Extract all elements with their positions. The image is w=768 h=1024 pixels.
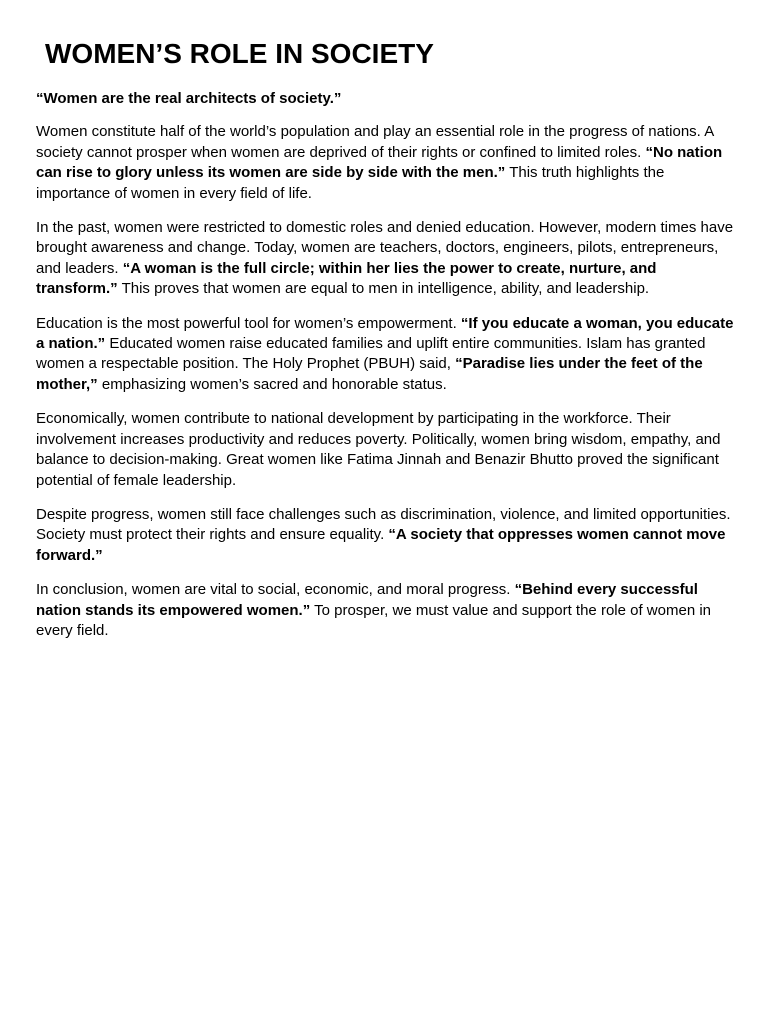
- paragraph-text: This truth highlights the importance of women in every field of life.: [36, 164, 665, 202]
- paragraph-text: In the past, women were restricted to domestic roles and denied education. However, modern times have brought awareness and change. Today, women are teachers, doctors, engineers, pilots, entrepreneurs, and leaders.: [36, 219, 734, 277]
- quote-text: “If you educate a woman, you educate a nation.”: [36, 314, 734, 353]
- body-paragraph: [36, 580, 736, 641]
- body-paragraph: [36, 218, 736, 300]
- paragraph-text: Despite progress, women still face challenges such as discrimination, violence, and limited opportunities. Society must protect their rights and ensure equality.: [36, 505, 731, 544]
- paragraph-text: emphasizing women’s sacred and honorable status.: [97, 375, 447, 393]
- document-body: [36, 89, 736, 641]
- quote-text: “Paradise lies under the feet of the mother,”: [36, 355, 703, 393]
- paragraph-text: Education is the most powerful tool for women’s empowerment.: [36, 314, 461, 332]
- document-title: WOMEN’S ROLE IN SOCIETY: [45, 38, 434, 69]
- body-paragraph: [36, 314, 736, 396]
- paragraph-text: Economically, women contribute to national development by participating in the workforce. Their involvement increases productivity and reduces poverty. Politically, women bring wisdom, empathy, and balance to decision-making. Great women like Fatima Jinnah and Benazir Bhutto proved the significant potential of female leadership.: [36, 410, 721, 489]
- paragraph-text: This proves that women are equal to men in intelligence, ability, and leadership.: [117, 280, 650, 298]
- paragraph-text: To prosper, we must value and support the role of women in every field.: [36, 601, 711, 639]
- paragraph-text: Educated women raise educated families and uplift entire communities. Islam has granted women a respectable position. The Holy Prophet (PBUH) said,: [36, 335, 706, 373]
- quote-text: “Behind every successful nation stands its empowered women.”: [36, 581, 698, 619]
- quote-text: “A society that oppresses women cannot move forward.”: [36, 526, 726, 564]
- body-paragraph: [36, 409, 736, 491]
- document-page: [36, 37, 736, 655]
- paragraph-text: Women constitute half of the world’s population and play an essential role in the progress of nations. A society cannot prosper when women are deprived of their rights or confined to limited roles.: [36, 123, 714, 161]
- body-paragraph: [36, 505, 736, 566]
- paragraph-text: In conclusion, women are vital to social, economic, and moral progress.: [36, 581, 515, 599]
- quote-text: “Women are the real architects of society.”: [36, 90, 342, 107]
- quote-text: “No nation can rise to glory unless its women are side by side with the men.”: [36, 143, 723, 182]
- quote-text: “A woman is the full circle; within her lies the power to create, nurture, and transform.”: [36, 259, 657, 298]
- epigraph-quote: [36, 89, 736, 109]
- body-paragraph: [36, 122, 736, 204]
